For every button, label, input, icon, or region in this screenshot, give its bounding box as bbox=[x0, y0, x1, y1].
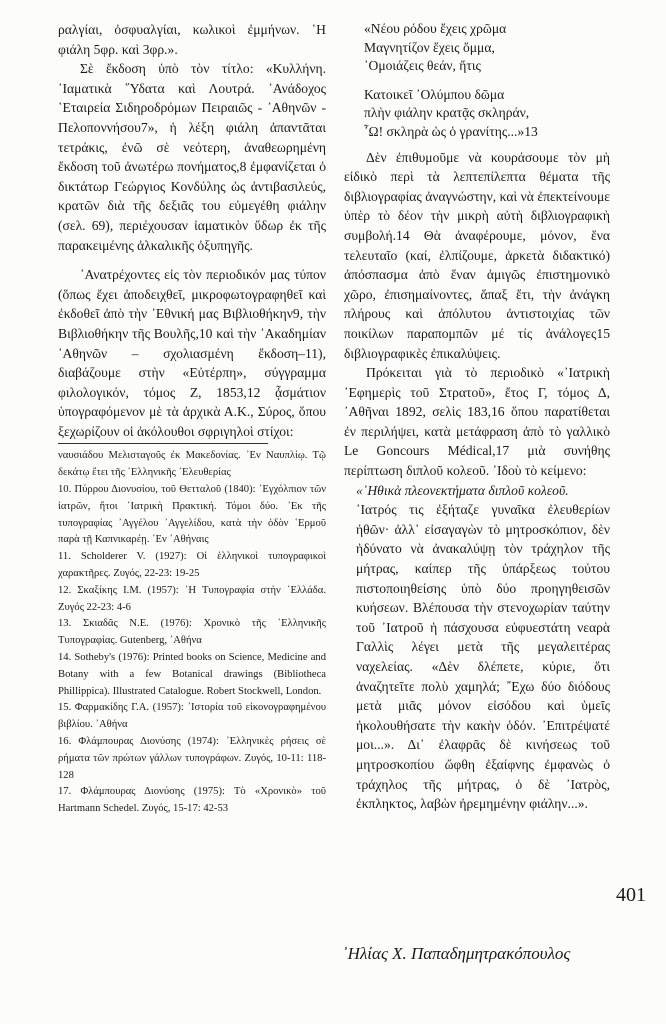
left-column bbox=[58, 20, 326, 818]
paragraph-bibliography: Δὲν ἐπιθυμοῦμε νὰ κουράσουμε τὸν μὴ εἰδικὸ περὶ τὰ λεπτεπίλεπτα θέματα τῆς διβλιογραφίας ἀναγνώστην, καὶ νὰ ἐπεκτείνουμε ὑπὲρ τὸ δέον τὴν μικρὴ αὐτὴ διβλιογραφικὴ συμβολή.14 Θὰ ἀναφέρουμε, μόνον, ἕνα τελευταῖο (καί, ἐλπίζουμε, ἀρκετὰ διδακτικό) ἀπόσπασμα ἀπὸ ἕναν ἀμιγῶς ἐπιστημονικὸ χῶρο, ἐπισημαίνοντες, ἅπαξ ἔτι, τὴν ἀνάγκη πλήρους καὶ ἀπόλυτου ἀντιστοιχίας τῶν ποικίλων παραπομπῶν μέ τίς ἀνάλογες15 διβλιογραφικὲς ἐπικαλύψεις. bbox=[344, 149, 610, 361]
poem-line: πλὴν φιάλην κρατᾷς σκληράν, bbox=[364, 105, 530, 121]
paragraph-continuation: ραλγίαι, ὀσφυαλγίαι, κωλικοὶ ἐμμήνων. ῾Η φιάλη 5φρ. καὶ 3φρ.». bbox=[58, 22, 326, 57]
paragraph-journal: Πρόκειται γιὰ τὸ περιοδικὸ «᾿Ιατρικὴ ᾿Εφημερὶς τοῦ Στρατοῦ», ἔτος Γ, τόμος Δ, ᾿Αθῆναι 1892, σελὶς 183,16 ὅπου παρατίθεται ἐν περιλήψει, κατὰ μετάφραση ἀπὸ τὸ γαλλικὸ Le Goncours Médical,17 μιὰ συνήθης περίπτωση διπλοῦ κολεοῦ. ᾿Ιδοὺ τὸ κείμενο: bbox=[344, 365, 610, 479]
page-number: 401 bbox=[616, 884, 646, 906]
footnote-14: 14. Sotheby's (1976): Printed books on Science, Medicine and Botany with a few Botanical drawings (Bibliotheca Phillippica). Illustrated Catalogue. Robert Stockwell, London. bbox=[58, 652, 326, 697]
poem-line: ῏Ω! σκληρὰ ὡς ὁ γρανίτης...»13 bbox=[364, 123, 538, 139]
footnote-rule bbox=[58, 443, 268, 444]
footnote-12: 12. Σκαξίκης Ι.Μ. (1957): ῾Η Τυπογραφία στὴν ῾Ελλάδα. Ζυγός 22-23: 4-6 bbox=[58, 584, 326, 613]
poem-line: ᾿Ομοιάζεις θεάν, ἥτις bbox=[364, 58, 481, 74]
paragraph-periodical: ᾿Ανατρέχοντες εἰς τὸν περιοδικόν μας τύπον (ὅπως ἔχει ἀποδειχθεῖ, μικροφωτογραφηθεῖ καὶ ἐκδοθεῖ ἀπὸ τὴν ᾿Εθνική μας Βιβλιοθήκην9, τὴν Βιβλιοθήκην τῆς Βουλῆς,10 καὶ τὴν ᾿Ακαδημίαν ᾿Αθηνῶν – σχολιασμένη ἔκδοση–11), διαβάζουμε στὴν «Εὐτέρπη», σύγγραμμα φιλολογικόν, τόμος Ζ, 1853,12 ᾆσμάτιον ὑπογραφόμενον μὲ τὰ ἀρχικὰ Α.Κ., Σύρος, ὅπου ξεχωρίζουν οἱ ἀκόλουθοι σφριγηλοὶ στίχοι: bbox=[58, 267, 326, 439]
footnote-9-cont: ναυσιάδου Μελισταγοῦς ἐκ Μακεδονίας. ᾿Εν Ναυπλίῳ. Τῷ δεκάτῳ ἔτει τῆς ῾Ελληνικῆς ᾿Ελευθερίας bbox=[58, 450, 326, 479]
footnote-17: 17. Φλάμπουρας Διονύσης (1975): Τὸ «Χρονικὸ» τοῦ Hartmann Schedel. Ζυγός, 15-17: 42-53 bbox=[58, 786, 326, 815]
author-signature: ᾿Ηλίας Χ. Παπαδημητρακόπουλος bbox=[342, 944, 571, 963]
poem-stanza-gap bbox=[364, 76, 610, 86]
poem-line: Κατοικεῖ ᾿Ολύμπου δῶμα bbox=[364, 86, 505, 102]
quoted-excerpt bbox=[356, 481, 610, 814]
footnote-15: 15. Φαρμακίδης Γ.Α. (1957): ᾿Ιστορία τοῦ εἰκονογραφημένου βιβλίου. ᾿Αθήνα bbox=[58, 702, 326, 731]
footnote-13: 13. Σκιαδᾶς Ν.Ε. (1976): Χρονικὸ τῆς ῾Ελληνικῆς Τυπογραφίας. Gutenberg, ᾿Αθήνα bbox=[58, 618, 326, 647]
footnote-10: 10. Πύρρου Διονυσίου, τοῦ Θετταλοῦ (1840): ᾿Εγχόλπιον τῶν ἰατρῶν, ἤτοι ᾿Ιατρικὴ Πρακτική. Τόμοι δύο. ᾿Εκ τῆς τυπογραφίας ᾿Αγγέλου ᾿Αγγελίδου, κατὰ τὴν ὁδὸν ῾Ερμοῦ παρὰ τῇ Καπνικαρέῃ. ᾿Εν ᾿Αθήναις bbox=[58, 484, 326, 546]
footnote-11: 11. Scholderer V. (1927): Οἱ ἑλληνικοὶ τυπογραφικοὶ χαρακτῆρες. Ζυγός, 22-23: 19-25 bbox=[58, 551, 326, 580]
footnotes bbox=[58, 448, 326, 818]
poem-line: «Νέου ρόδου ἔχεις χρῶμα bbox=[364, 21, 507, 36]
paragraph-kyllini: Σὲ ἔκδοση ὑπὸ τὸν τίτλο: «Κυλλήνη. ᾿Ιαματικὰ ῞Υδατα καὶ Λουτρά. ᾿Ανάδοχος ῾Εταιρεία Σιδηροδρόμων Πειραιῶς - ᾿Αθηνῶν - Πελοποννήσου7», ἡ λέξη φιάλη ἀπαντᾶται τετράκις, ἐνῶ σὲ νεότερη, ἀναθεωρημένη ἔκδοση τοῦ ἀνωτέρω πονήματος,8 ἐμφανίζεται ὁ δικτάτωρ Γεώργιος Κονδύλης ὡς ἀντιβασιλεύς, κρατῶν διὰ τῆς δεξιᾶς του εὐμεγέθη φιάλην (σελ. 69), περιέχουσαν ἰαματικὸν ὕδωρ ἐκ τῆς παρακειμένης ἀλκαλικῆς ὀξυπηγῆς. bbox=[58, 61, 326, 253]
poem-line: Μαγνητίζον ἔχεις ὄμμα, bbox=[364, 39, 495, 55]
quote-title: «᾿Ηθικὰ πλεονεκτήματα διπλοῦ κολεοῦ. bbox=[356, 482, 569, 498]
paragraph-gap bbox=[58, 255, 326, 265]
quote-body: ᾿Ιατρός τις ἐξήταζε γυναῖκα ἐλευθερίων ἠθῶν· ἀλλ᾿ εἰσαγαγὼν τὸ μητροσκόπιον, δὲν ἠδύνατο νὰ ἀνακαλύψῃ τὸν τράχηλον τῆς μήτρας, καίπερ τῆς ὑπάρξεως τούτου πιστοποιηθείσης ὑπὸ δύο προηγηθεισῶν κυήσεων. Βλέπουσα τὴν στενοχωρίαν ταύτην τοῦ ᾿Ιατροῦ ἡ πάσχουσα εὐφυεστάτη νεαρὰ Γαλλὶς λέγει μετὰ τῆς μεγαλειτέρας ναχελείας. «Δὲν δλέπετε, κύριε, ὅτι ἀναζητεῖτε πολὺ χαμηλά; ῎Εχω δύο διόδους μετὰ μιᾶς μόνον εἰσόδου καὶ ὑμεῖς ἠκολουθήσατε τὴν κακὴν ὁδόν. ᾿Επιτρέψατέ μοι...». Δι᾿ ἐλαφρᾶς δὲ κινήσεως τοῦ μητροσκοπίου ὤφθη ἐξαίφνης ἐμφανὼς ὁ τράχηλος τῆς μήτρας, ὁ δὲ ᾿Ιατρὸς, ἐκπληκτος, λαβὼν ἠρεμημένην φιάλην...». bbox=[356, 502, 610, 812]
footnote-16: 16. Φλάμπουρας Διονύσης (1974): ᾿Ελληνικὲς ρήσεις σὲ ρήματα τῶν πρώτων γάλλων τυπογράφων. Ζυγός, 10-11: 118-128 bbox=[58, 736, 326, 781]
poem-verse bbox=[364, 20, 610, 142]
right-column bbox=[344, 20, 610, 814]
